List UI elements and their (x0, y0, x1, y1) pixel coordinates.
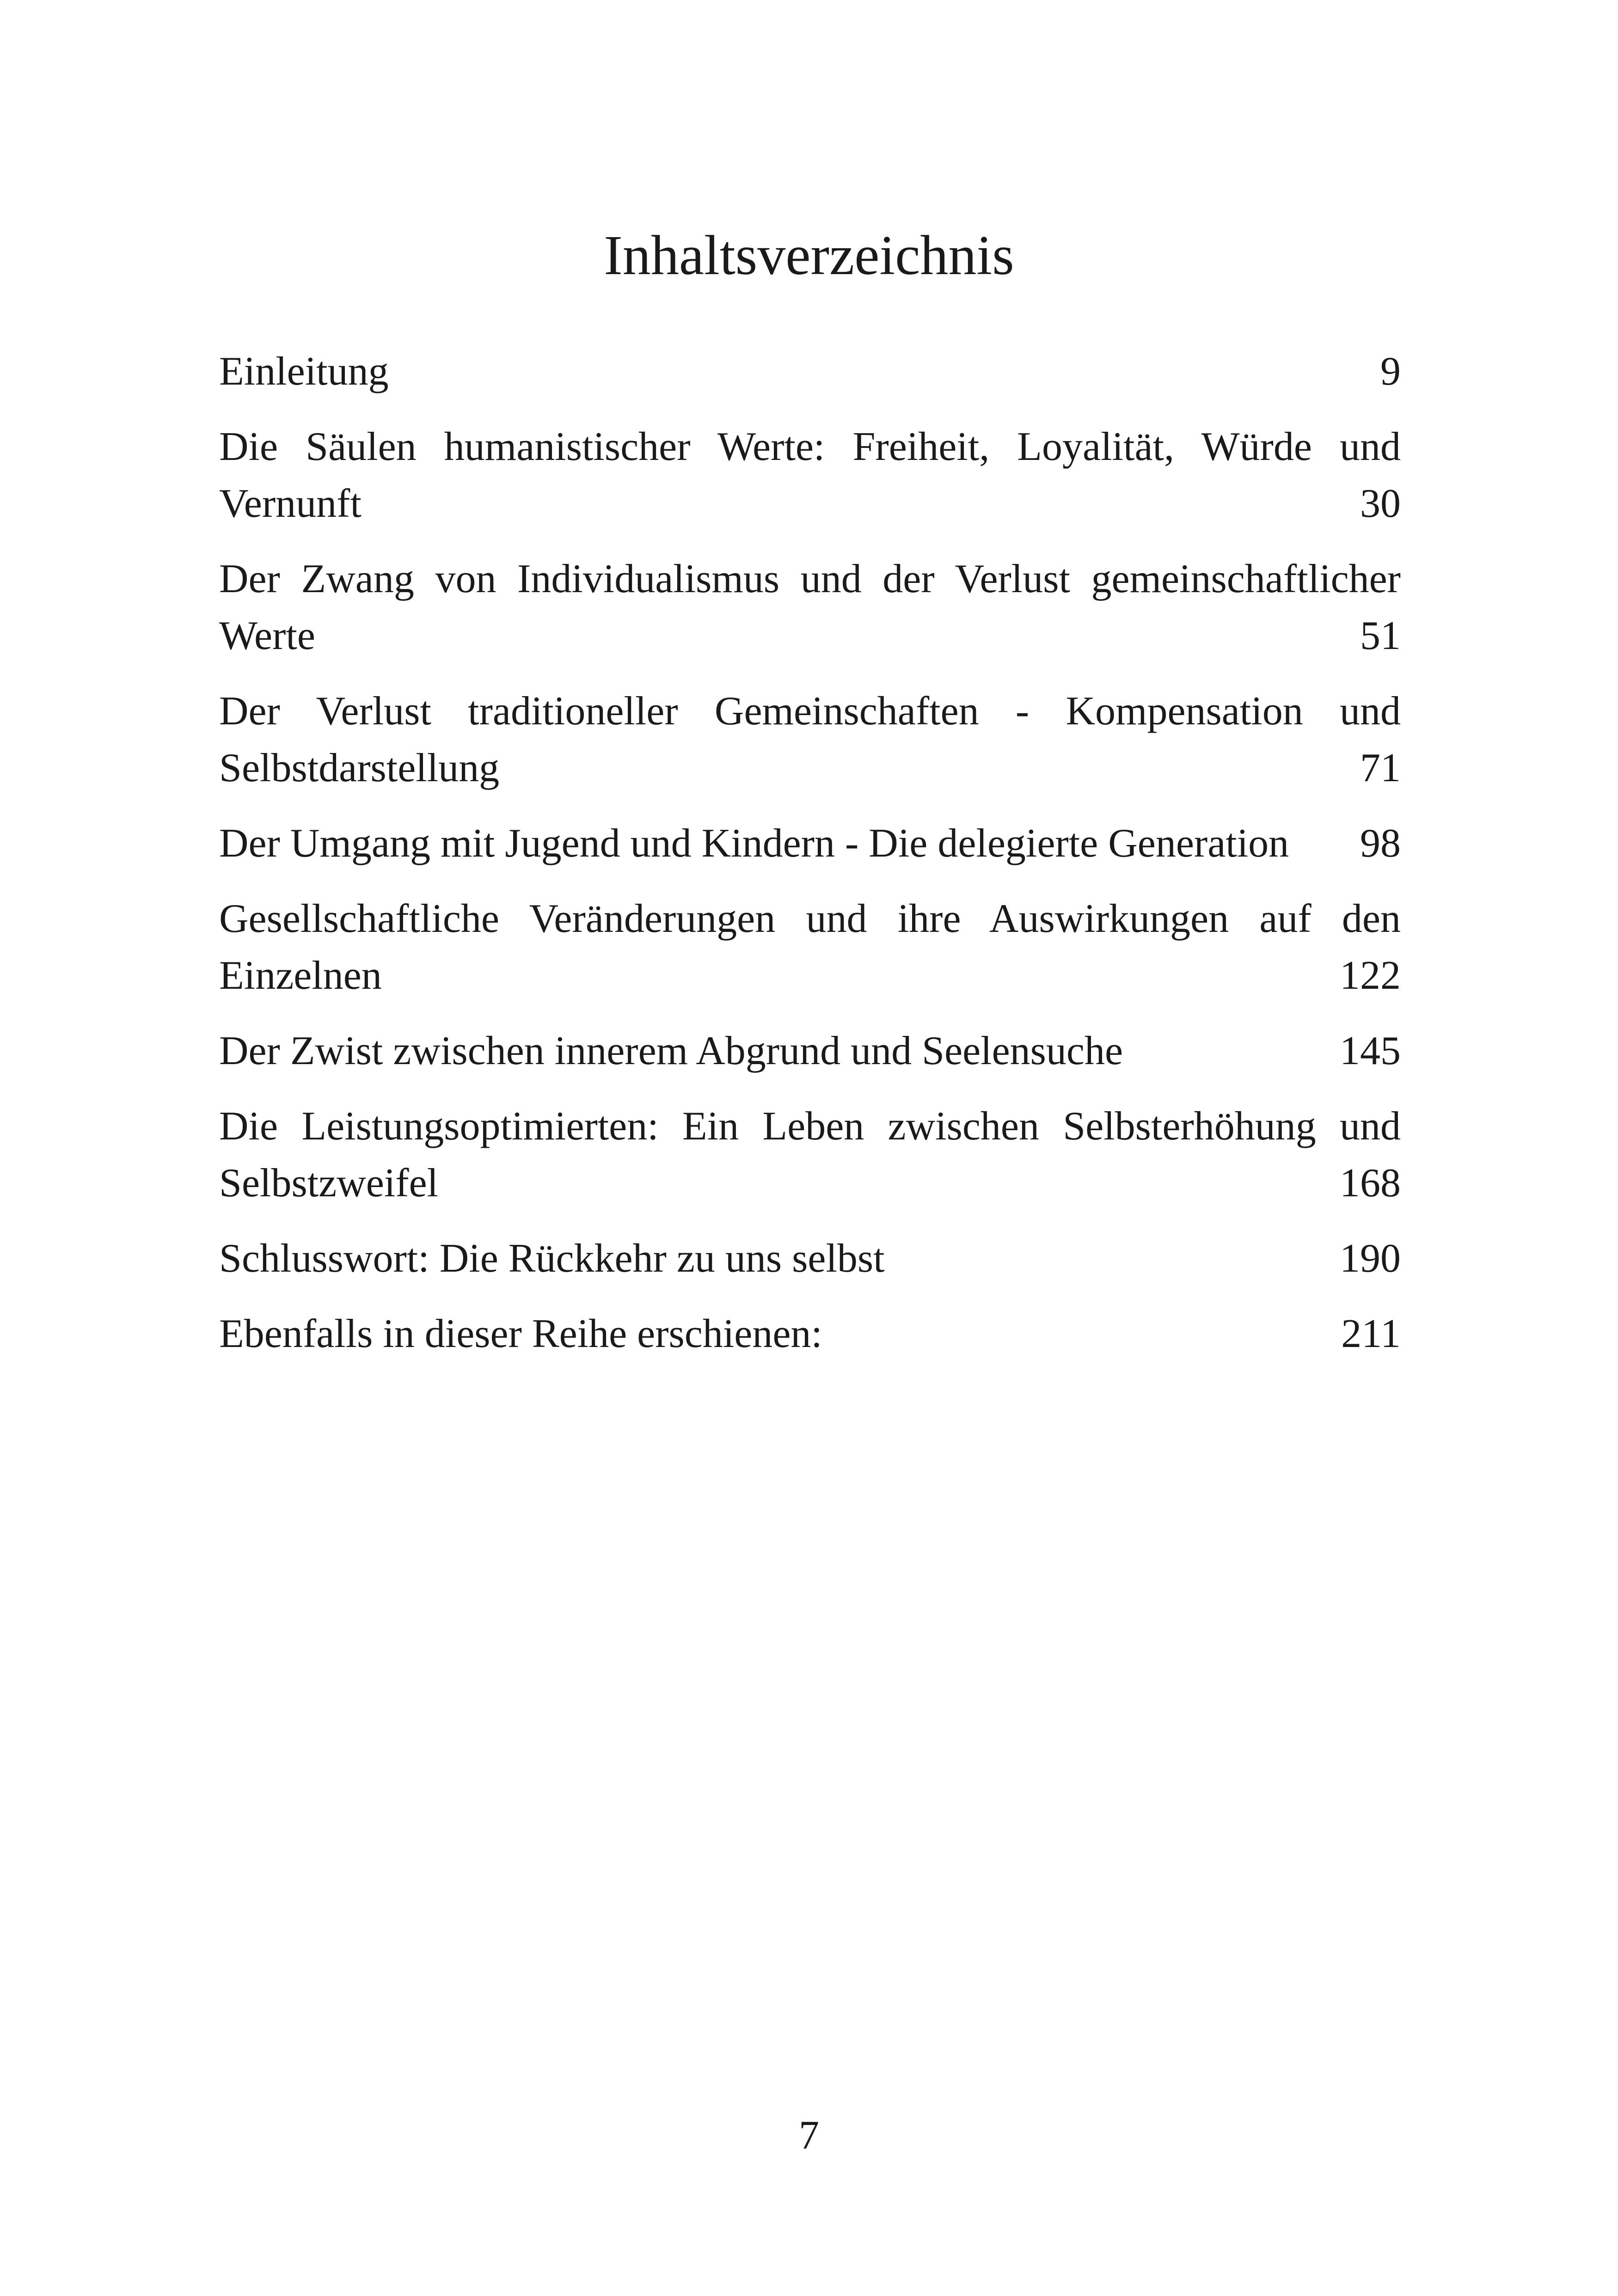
toc-entry-3[interactable] (219, 551, 1401, 664)
toc-entry-2[interactable] (219, 418, 1401, 532)
toc-entry-title: Der Umgang mit Jugend und Kindern - Die delegierte Generation (219, 821, 1289, 866)
toc-entry-title: Werte (219, 613, 315, 658)
toc-entry-title-line: Gesellschaftliche Veränderungen und ihre Auswirkungen auf den (219, 896, 1401, 941)
toc-entry-9[interactable] (219, 1230, 1401, 1287)
toc-entry-5[interactable] (219, 815, 1401, 872)
toc-entry-7[interactable] (219, 1022, 1401, 1079)
toc-entry-title: Der Zwist zwischen innerem Abgrund und Seelensuche (219, 1029, 1123, 1073)
toc-entry-title-line: Der Verlust traditioneller Gemeinschaften - Kompensation und (219, 689, 1401, 734)
toc-entry-page: 122 (1340, 953, 1401, 998)
toc-entry-title: Schlusswort: Die Rückkehr zu uns selbst (219, 1236, 885, 1281)
toc-entry-page: 51 (1360, 613, 1401, 658)
toc-entry-page: 9 (1380, 349, 1401, 394)
table-of-contents (219, 343, 1401, 1381)
toc-entry-title: Einzelnen (219, 953, 382, 998)
toc-entry-10[interactable] (219, 1305, 1401, 1362)
toc-entry-page: 98 (1360, 821, 1401, 866)
toc-entry-page: 190 (1340, 1236, 1401, 1281)
toc-entry-title-line: Die Säulen humanistischer Werte: Freiheit, Loyalität, Würde und (219, 424, 1401, 469)
toc-entry-title: Einleitung (219, 349, 389, 394)
toc-entry-1[interactable] (219, 343, 1401, 400)
toc-entry-title: Vernunft (219, 481, 362, 526)
toc-entry-title: Selbstdarstellung (219, 746, 500, 790)
toc-entry-8[interactable] (219, 1098, 1401, 1212)
toc-entry-page: 71 (1360, 746, 1401, 790)
toc-entry-page: 30 (1360, 481, 1401, 526)
toc-entry-title-line: Die Leistungsoptimierten: Ein Leben zwischen Selbsterhöhung und (219, 1104, 1401, 1149)
toc-entry-title-line: Der Zwang von Individualismus und der Verlust gemeinschaftlicher (219, 557, 1401, 601)
toc-entry-6[interactable] (219, 890, 1401, 1004)
toc-entry-page: 211 (1341, 1311, 1401, 1356)
page-number: 7 (799, 2113, 819, 2158)
toc-entry-title: Selbstzweifel (219, 1161, 439, 1206)
toc-entry-title: Ebenfalls in dieser Reihe erschienen: (219, 1311, 822, 1356)
toc-entry-page: 145 (1340, 1029, 1401, 1073)
toc-entry-page: 168 (1340, 1161, 1401, 1206)
page-title: Inhaltsverzeichnis (604, 224, 1014, 287)
toc-entry-4[interactable] (219, 683, 1401, 796)
